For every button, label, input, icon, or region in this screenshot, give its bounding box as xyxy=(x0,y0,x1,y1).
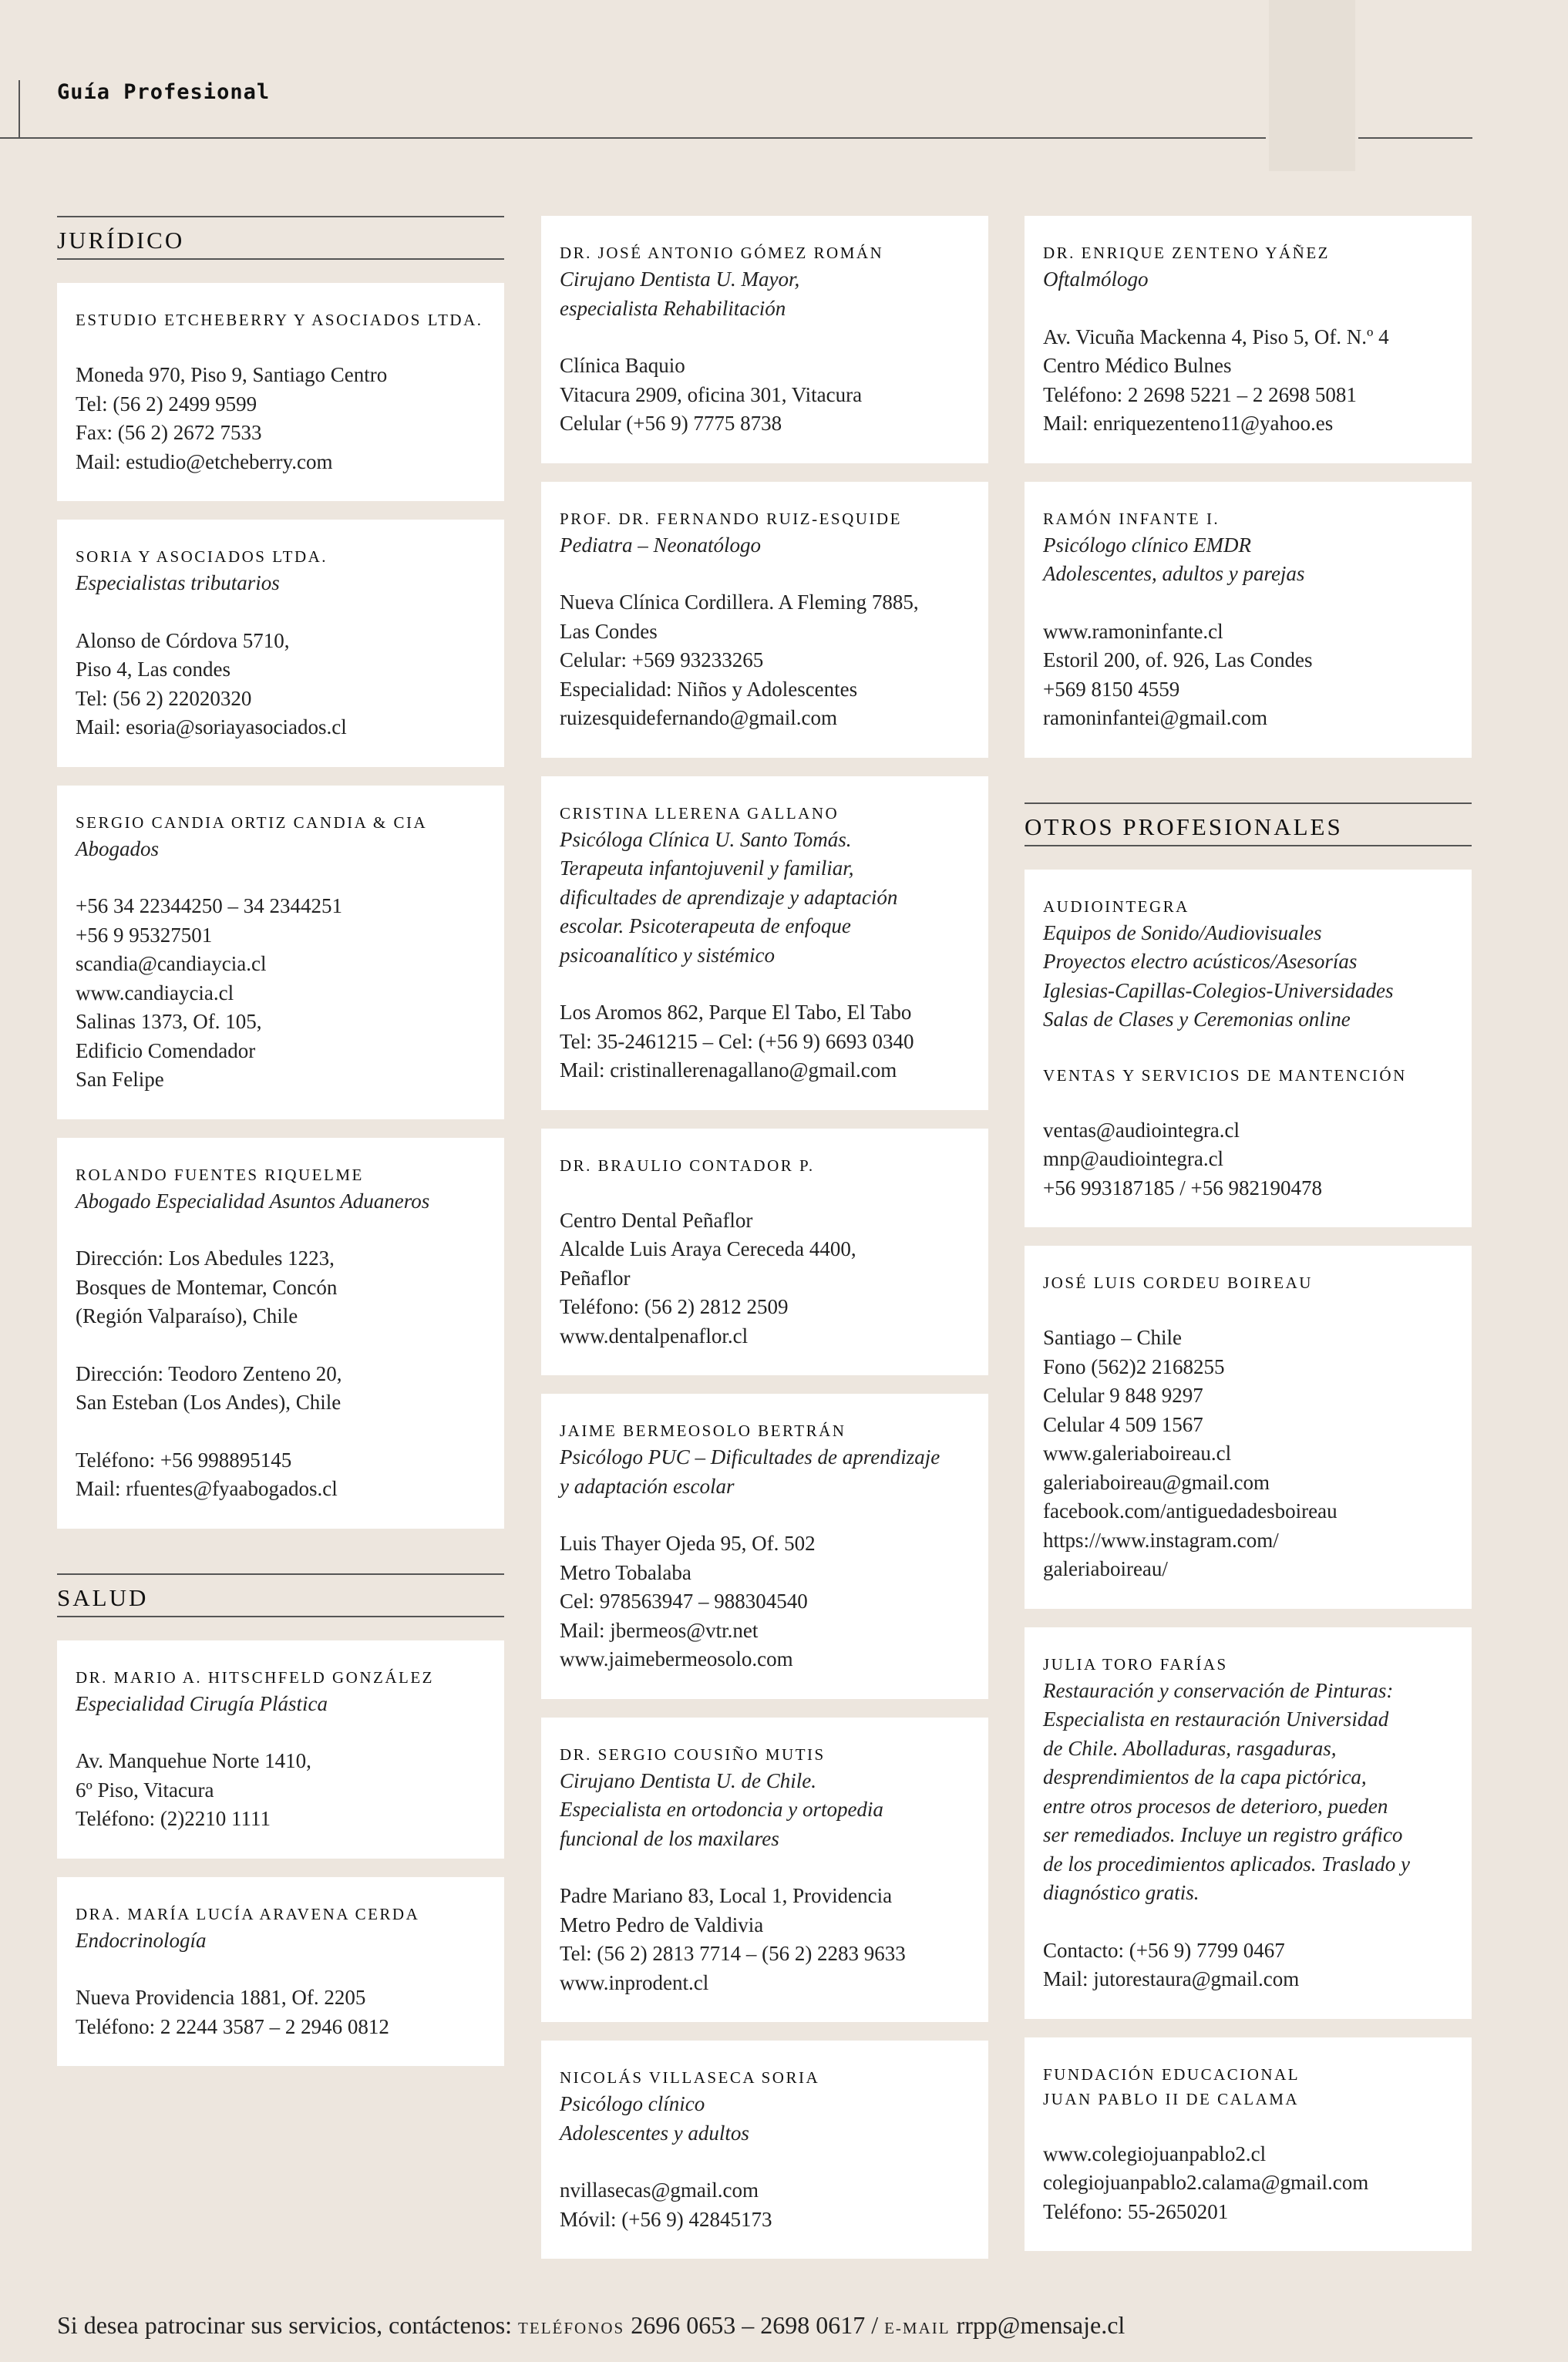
card-spacer xyxy=(76,1955,486,1983)
card-contact-link[interactable]: Mail: rfuentes@fyaabogados.cl xyxy=(76,1477,338,1500)
card-contact-group xyxy=(560,1882,970,1997)
card-contact-group xyxy=(560,998,970,1085)
card-specialty xyxy=(1043,919,1453,1035)
card-spacer xyxy=(560,1853,970,1882)
card-specialty xyxy=(560,826,970,971)
card-contact-group xyxy=(560,1529,970,1674)
header-tab xyxy=(1269,0,1355,171)
directory-card xyxy=(1025,216,1472,463)
card-subheading-line: VENTAS Y SERVICIOS DE MANTENCIÓN xyxy=(1043,1065,1407,1085)
card-contact-link[interactable]: ramoninfantei@gmail.com xyxy=(1043,706,1268,729)
card-contact-line: Clínica Baquio xyxy=(560,354,685,377)
card-name-line: DRA. MARÍA LUCÍA ARAVENA CERDA xyxy=(76,1904,420,1923)
card-contact-line: Alcalde Luis Araya Cereceda 4400, xyxy=(560,1237,856,1260)
card-spacer xyxy=(560,970,970,998)
card-contact-line: Centro Médico Bulnes xyxy=(1043,354,1232,377)
card-specialty-line: Psicólogo PUC – Dificultades de aprendizaje xyxy=(560,1445,940,1469)
card-contact-line: Tel: (56 2) 2813 7714 – (56 2) 2283 9633 xyxy=(560,1942,906,1965)
card-specialty-line: Especialista en restauración Universidad xyxy=(1043,1708,1389,1731)
card-name xyxy=(1043,2062,1453,2111)
card-contact-line: Av. Vicuña Mackenna 4, Piso 5, Of. N.º 4 xyxy=(1043,325,1389,348)
card-contact-line: Contacto: (+56 9) 7799 0467 xyxy=(1043,1938,1285,1962)
card-name-line: JULIA TORO FARÍAS xyxy=(1043,1654,1228,1674)
card-contact-line: Nueva Clínica Cordillera. A Fleming 7885, xyxy=(560,590,919,614)
column-3 xyxy=(1025,216,1472,2269)
card-spacer xyxy=(76,598,486,627)
card-spacer xyxy=(1043,2111,1453,2140)
card-specialty xyxy=(1043,1677,1453,1908)
card-contact-line: Metro Pedro de Valdivia xyxy=(560,1913,764,1936)
card-contact-line: Teléfono: (56 2) 2812 2509 xyxy=(560,1295,789,1318)
footer-phones: 2696 0653 – 2698 0617 / xyxy=(631,2311,879,2339)
card-name-line: NICOLÁS VILLASECA SORIA xyxy=(560,2068,820,2087)
card-name-line: DR. JOSÉ ANTONIO GÓMEZ ROMÁN xyxy=(560,244,884,262)
card-contact-line: 6º Piso, Vitacura xyxy=(76,1778,214,1802)
card-specialty-line: Equipos de Sonido/Audiovisuales xyxy=(1043,920,1322,944)
card-spacer xyxy=(560,1178,970,1206)
card-specialty xyxy=(76,835,486,864)
card-contact-link[interactable]: www.galeriaboireau.cl xyxy=(1043,1442,1232,1465)
card-specialty-line: Proyectos electro acústicos/Asesorías xyxy=(1043,950,1358,973)
card-specialty xyxy=(560,1443,970,1501)
card-contact-link[interactable]: ruizesquidefernando@gmail.com xyxy=(560,706,837,729)
card-specialty-line: Especialistas tributarios xyxy=(76,571,280,594)
card-name-line: RAMÓN INFANTE I. xyxy=(1043,509,1220,528)
header-rule-right xyxy=(1358,137,1472,139)
card-spacer xyxy=(76,332,486,361)
card-specialty-line: especialista Rehabilitación xyxy=(560,296,786,320)
card-contact-link[interactable]: Mail: jutorestaura@gmail.com xyxy=(1043,1967,1300,1990)
card-contact-group xyxy=(1043,2140,1453,2227)
directory-card xyxy=(541,1129,988,1376)
card-contact-line: Tel: (56 2) 2499 9599 xyxy=(76,392,257,416)
card-spacer xyxy=(560,560,970,588)
card-name-line: DR. SERGIO COUSIÑO MUTIS xyxy=(560,1745,826,1764)
card-specialty-line: Iglesias-Capillas-Colegios-Universidades xyxy=(1043,978,1394,1002)
section-header xyxy=(57,1573,504,1617)
card-contact-line: +569 8150 4559 xyxy=(1043,677,1180,701)
card-spacer xyxy=(76,1418,486,1446)
card-contact-link[interactable]: scandia@candiaycia.cl xyxy=(76,952,267,975)
card-contact-line: Celular (+56 9) 7775 8738 xyxy=(560,412,782,435)
card-contact-line: Bosques de Montemar, Concón xyxy=(76,1275,338,1299)
card-name-line: ROLANDO FUENTES RIQUELME xyxy=(76,1165,364,1184)
card-contact-link[interactable]: ventas@audiointegra.cl xyxy=(1043,1118,1240,1142)
card-name-line: AUDIOINTEGRA xyxy=(1043,897,1189,916)
card-contact-line: Padre Mariano 83, Local 1, Providencia xyxy=(560,1884,893,1907)
card-specialty-line: Cirujano Dentista U. de Chile. xyxy=(560,1768,816,1792)
card-spacer xyxy=(1043,1088,1453,1116)
card-contact-link[interactable]: nvillasecas@gmail.com xyxy=(560,2179,759,2202)
card-contact-link[interactable]: www.ramoninfante.cl xyxy=(1043,619,1223,643)
card-name-line: JOSÉ LUIS CORDEU BOIREAU xyxy=(1043,1274,1313,1292)
card-contact-link[interactable]: galeriaboireau@gmail.com xyxy=(1043,1470,1270,1494)
section-header xyxy=(1025,802,1472,846)
card-contact-line: Celular: +569 93233265 xyxy=(560,648,764,671)
directory-card xyxy=(1025,2037,1472,2252)
card-specialty-line: Terapeuta infantojuvenil y familiar, xyxy=(560,856,854,880)
card-contact-line: Los Aromos 862, Parque El Tabo, El Tabo xyxy=(560,1001,912,1024)
card-contact-line: Celular 4 509 1567 xyxy=(1043,1412,1203,1436)
card-subheading xyxy=(1043,1063,1453,1088)
directory-card xyxy=(57,283,504,501)
card-specialty-line: ser remediados. Incluye un registro gráfico xyxy=(1043,1823,1403,1846)
card-contact-link[interactable]: Mail: cristinallerenagallano@gmail.com xyxy=(560,1058,897,1082)
card-contact-line: Moneda 970, Piso 9, Santiago Centro xyxy=(76,363,388,386)
card-contact-link[interactable]: www.inprodent.cl xyxy=(560,1970,709,1994)
directory-card xyxy=(541,2041,988,2259)
card-contact-group xyxy=(76,361,486,476)
card-contact-line: Teléfono: (2)2210 1111 xyxy=(76,1807,271,1830)
card-specialty-line: Psicóloga Clínica U. Santo Tomás. xyxy=(560,827,852,851)
card-name xyxy=(1043,1270,1453,1295)
card-contact-line: (Región Valparaíso), Chile xyxy=(76,1304,298,1327)
card-name xyxy=(560,1153,970,1178)
card-specialty xyxy=(560,1767,970,1854)
card-contact-line: Las Condes xyxy=(560,619,658,643)
card-specialty-line: Salas de Clases y Ceremonias online xyxy=(1043,1008,1351,1031)
card-contact-line: Santiago – Chile xyxy=(1043,1326,1182,1349)
card-specialty-line: diagnóstico gratis. xyxy=(1043,1881,1200,1904)
directory-card xyxy=(1025,1627,1472,2019)
directory-card xyxy=(57,1877,504,2067)
card-contact-line: Edificio Comendador xyxy=(76,1038,256,1062)
card-contact-line: Alonso de Córdova 5710, xyxy=(76,628,290,652)
card-contact-line: galeriaboireau/ xyxy=(1043,1557,1168,1580)
card-name xyxy=(560,2065,970,2090)
card-name-line: DR. BRAULIO CONTADOR P. xyxy=(560,1156,815,1175)
card-specialty-line: Oftalmólogo xyxy=(1043,267,1149,291)
card-contact-link[interactable]: www.jaimebermeosolo.com xyxy=(560,1647,793,1671)
card-contact-line: Nueva Providencia 1881, Of. 2205 xyxy=(76,1986,366,2009)
card-contact-line: Tel: 35-2461215 – Cel: (+56 9) 6693 0340 xyxy=(560,1029,914,1053)
card-specialty-line: Abogados xyxy=(76,836,159,860)
card-name-line: PROF. DR. FERNANDO RUIZ-ESQUIDE xyxy=(560,509,902,528)
card-spacer xyxy=(76,1331,486,1360)
card-name xyxy=(560,241,970,265)
card-contact-line: Fono (562)2 2168255 xyxy=(1043,1354,1225,1378)
card-name-line: ESTUDIO ETCHEBERRY Y ASOCIADOS LTDA. xyxy=(76,311,483,329)
card-spacer xyxy=(1043,1295,1453,1324)
card-specialty-line: entre otros procesos de deterioro, pueden xyxy=(1043,1794,1388,1818)
card-contact-group xyxy=(76,1983,486,2041)
card-spacer xyxy=(1043,1908,1453,1936)
footer-sponsor-note xyxy=(57,2311,1125,2340)
card-name xyxy=(76,308,486,332)
directory-card xyxy=(57,786,504,1119)
card-contact-line: Vitacura 2909, oficina 301, Vitacura xyxy=(560,382,863,406)
card-contact-group xyxy=(560,2176,970,2234)
card-contact-line: Especialidad: Niños y Adolescentes xyxy=(560,677,858,701)
card-name xyxy=(76,1665,486,1690)
card-contact-link[interactable]: www.candiaycia.cl xyxy=(76,981,234,1004)
card-contact-line: San Esteban (Los Andes), Chile xyxy=(76,1391,342,1414)
card-name-line: SERGIO CANDIA ORTIZ CANDIA & CIA xyxy=(76,813,428,832)
card-spacer xyxy=(1043,1035,1453,1063)
card-contact-group xyxy=(1043,323,1453,439)
card-name xyxy=(1043,506,1453,531)
card-contact-group xyxy=(76,1244,486,1331)
card-specialty-line: psicoanalítico y sistémico xyxy=(560,943,775,967)
directory-card xyxy=(541,1718,988,2023)
card-specialty-line: dificultades de aprendizaje y adaptación xyxy=(560,885,898,909)
card-contact-line: Peñaflor xyxy=(560,1266,631,1290)
card-contact-line: Teléfono: 55-2650201 xyxy=(1043,2199,1229,2223)
card-spacer xyxy=(76,863,486,892)
card-specialty xyxy=(76,569,486,598)
card-specialty-line: Restauración y conservación de Pinturas: xyxy=(1043,1678,1394,1702)
card-contact-group xyxy=(560,352,970,439)
directory-card xyxy=(57,1640,504,1859)
footer-phones-label: TELÉFONOS xyxy=(518,2319,625,2337)
section-title: SALUD xyxy=(57,1583,149,1611)
card-specialty xyxy=(76,1926,486,1956)
card-name xyxy=(560,1418,970,1443)
card-contact-line: Móvil: (+56 9) 42845173 xyxy=(560,2207,772,2231)
card-spacer xyxy=(560,323,970,352)
card-contact-group xyxy=(560,588,970,733)
directory-card xyxy=(57,520,504,767)
card-specialty xyxy=(1043,265,1453,294)
header-divider-vertical xyxy=(19,80,20,139)
card-name-line: CRISTINA LLERENA GALLANO xyxy=(560,803,840,823)
card-specialty-line: Especialidad Cirugía Plástica xyxy=(76,1691,328,1715)
footer-prefix: Si desea patrocinar sus servicios, contáctenos: xyxy=(57,2311,513,2339)
card-contact-link[interactable]: Mail: estudio@etcheberry.com xyxy=(76,449,333,473)
card-contact-line: Fax: (56 2) 2672 7533 xyxy=(76,421,262,444)
card-specialty xyxy=(560,265,970,323)
section-title: OTROS PROFESIONALES xyxy=(1025,813,1343,840)
card-contact-group xyxy=(76,1360,486,1418)
directory-card xyxy=(541,1394,988,1699)
column-1 xyxy=(57,216,504,2084)
card-contact-line: Teléfono: 2 2244 3587 – 2 2946 0812 xyxy=(76,2014,389,2038)
card-contact-group xyxy=(76,1747,486,1834)
card-contact-link[interactable]: www.colegiojuanpablo2.cl xyxy=(1043,2142,1267,2165)
card-contact-line: Teléfono: +56 998895145 xyxy=(76,1448,292,1472)
card-contact-line: Cel: 978563947 – 988304540 xyxy=(560,1590,808,1613)
card-specialty xyxy=(76,1187,486,1216)
card-contact-line: Dirección: Los Abedules 1223, xyxy=(76,1247,335,1270)
section-header xyxy=(57,216,504,260)
card-name xyxy=(560,1742,970,1767)
card-contact-link[interactable]: mnp@audiointegra.cl xyxy=(1043,1147,1224,1170)
card-contact-link[interactable]: www.dentalpenaflor.cl xyxy=(560,1324,749,1348)
card-specialty-line: Especialista en ortodoncia y ortopedia xyxy=(560,1798,883,1821)
card-name-line: DR. ENRIQUE ZENTENO YÁÑEZ xyxy=(1043,244,1331,262)
card-spacer xyxy=(560,1501,970,1529)
card-contact-line: Salinas 1373, Of. 105, xyxy=(76,1010,262,1033)
footer-email[interactable]: rrpp@mensaje.cl xyxy=(956,2311,1126,2339)
column-2 xyxy=(541,216,988,2277)
card-specialty-line: Psicólogo clínico xyxy=(560,2092,705,2115)
card-contact-line: Luis Thayer Ojeda 95, Of. 502 xyxy=(560,1532,816,1555)
directory-card xyxy=(541,216,988,463)
card-specialty-line: Endocrinología xyxy=(76,1928,207,1952)
card-name xyxy=(76,544,486,569)
card-name-line: FUNDACIÓN EDUCACIONAL xyxy=(1043,2064,1300,2084)
card-specialty xyxy=(560,531,970,560)
card-name xyxy=(1043,241,1453,265)
card-contact-link[interactable]: Mail: jbermeos@vtr.net xyxy=(560,1618,759,1642)
directory-card xyxy=(1025,1246,1472,1609)
card-contact-link[interactable]: https://www.instagram.com/ xyxy=(1043,1528,1279,1552)
card-contact-line: Metro Tobalaba xyxy=(560,1560,691,1584)
card-contact-line: San Felipe xyxy=(76,1068,164,1091)
card-specialty-line: Cirujano Dentista U. Mayor, xyxy=(560,267,800,291)
card-specialty-line: de Chile. Abolladuras, rasgaduras, xyxy=(1043,1736,1337,1760)
card-contact-line: +56 9 95327501 xyxy=(76,923,213,947)
card-name xyxy=(560,506,970,531)
card-spacer xyxy=(560,2148,970,2176)
card-spacer xyxy=(76,1216,486,1244)
card-contact-line: Av. Manquehue Norte 1410, xyxy=(76,1749,311,1772)
card-spacer xyxy=(1043,294,1453,323)
card-specialty xyxy=(560,2090,970,2148)
card-specialty-line: de los procedimientos aplicados. Traslado y xyxy=(1043,1852,1410,1876)
section-title: JURÍDICO xyxy=(57,227,185,254)
card-contact-group xyxy=(1043,1116,1453,1203)
card-name-line: JUAN PABLO II DE CALAMA xyxy=(1043,2089,1300,2108)
card-contact-group xyxy=(76,627,486,742)
card-contact-group xyxy=(1043,1936,1453,1994)
card-name xyxy=(76,1902,486,1926)
card-specialty-line: Adolescentes y adultos xyxy=(560,2121,749,2145)
card-contact-line: Piso 4, Las condes xyxy=(76,658,230,681)
card-name-line: DR. MARIO A. HITSCHFELD GONZÁLEZ xyxy=(76,1667,434,1687)
directory-card xyxy=(1025,482,1472,758)
card-contact-line: Dirección: Teodoro Zenteno 20, xyxy=(76,1361,342,1385)
card-specialty-line: Pediatra – Neonatólogo xyxy=(560,533,761,557)
card-name xyxy=(76,1162,486,1187)
card-contact-link[interactable]: colegiojuanpablo2.calama@gmail.com xyxy=(1043,2171,1369,2194)
card-contact-link[interactable]: Mail: esoria@soriayasociados.cl xyxy=(76,715,347,739)
card-name-line: JAIME BERMEOSOLO BERTRÁN xyxy=(560,1422,846,1440)
card-contact-link[interactable]: Mail: enriquezenteno11@yahoo.es xyxy=(1043,412,1334,435)
card-contact-group xyxy=(1043,617,1453,733)
card-specialty-line: funcional de los maxilares xyxy=(560,1826,779,1850)
card-contact-line: +56 34 22344250 – 34 2344251 xyxy=(76,894,342,917)
directory-card xyxy=(57,1138,504,1529)
card-spacer xyxy=(76,1718,486,1747)
card-specialty-line: desprendimientos de la capa pictórica, xyxy=(1043,1765,1367,1788)
card-name xyxy=(76,810,486,835)
card-contact-line: +56 993187185 / +56 982190478 xyxy=(1043,1176,1322,1200)
card-contact-group xyxy=(560,1206,970,1351)
card-contact-line: Celular 9 848 9297 xyxy=(1043,1384,1203,1407)
directory-card xyxy=(541,776,988,1110)
card-contact-group xyxy=(1043,1324,1453,1584)
card-name xyxy=(1043,1652,1453,1677)
card-name-line: SORIA Y ASOCIADOS LTDA. xyxy=(76,547,328,566)
card-contact-line: Tel: (56 2) 22020320 xyxy=(76,686,252,710)
footer-email-label: E-MAIL xyxy=(884,2319,951,2337)
card-contact-line: Teléfono: 2 2698 5221 – 2 2698 5081 xyxy=(1043,382,1357,406)
card-specialty-line: Abogado Especialidad Asuntos Aduaneros xyxy=(76,1189,430,1213)
card-specialty xyxy=(76,1690,486,1719)
card-contact-group xyxy=(76,1446,486,1504)
card-contact-link[interactable]: facebook.com/antiguedadesboireau xyxy=(1043,1499,1338,1523)
card-contact-group xyxy=(76,892,486,1095)
card-name xyxy=(1043,894,1453,919)
card-spacer xyxy=(1043,589,1453,617)
card-contact-line: Estoril 200, of. 926, Las Condes xyxy=(1043,648,1313,671)
header-rule xyxy=(0,137,1266,139)
directory-card xyxy=(1025,870,1472,1228)
directory-card xyxy=(541,482,988,758)
card-specialty-line: escolar. Psicoterapeuta de enfoque xyxy=(560,914,851,937)
card-specialty-line: Psicólogo clínico EMDR xyxy=(1043,533,1251,557)
header-title: Guía Profesional xyxy=(57,80,271,104)
card-contact-line: Centro Dental Peñaflor xyxy=(560,1208,753,1232)
card-specialty-line: Adolescentes, adultos y parejas xyxy=(1043,562,1305,585)
card-name xyxy=(560,801,970,826)
card-specialty xyxy=(1043,531,1453,589)
card-specialty-line: y adaptación escolar xyxy=(560,1474,735,1498)
